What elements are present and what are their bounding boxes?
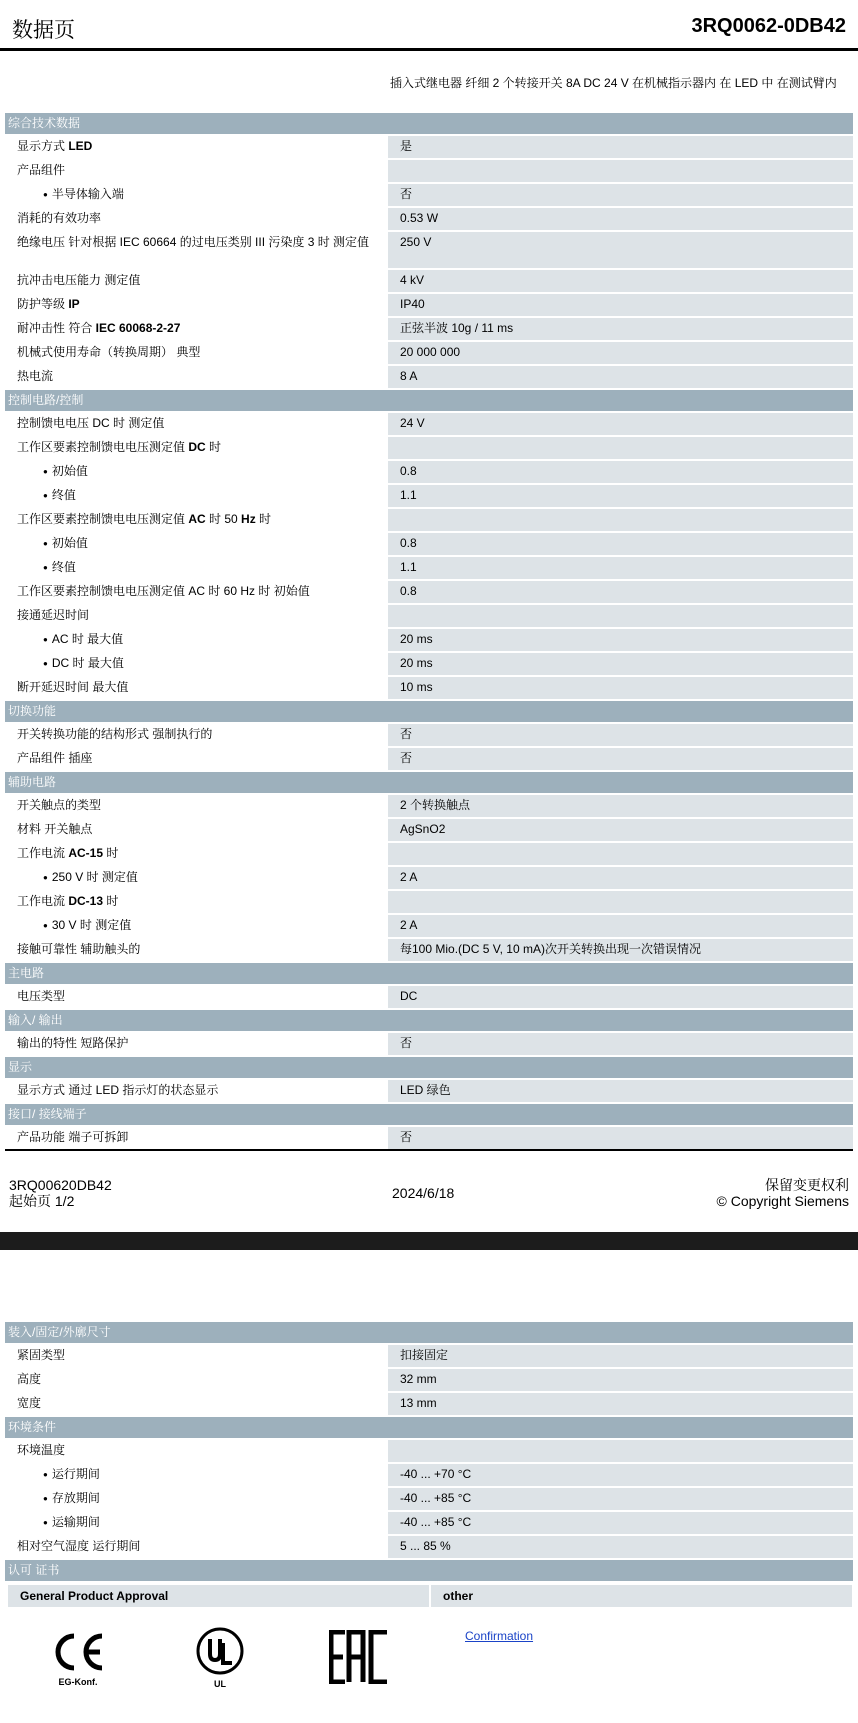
section-title: 主电路 [5,962,853,985]
spec-row [5,436,853,460]
spec-row [5,723,853,747]
section-header [5,700,853,723]
product-code: 3RQ0062-0DB42 [691,15,846,37]
spec-value: 0.8 [388,460,853,484]
section-header [5,389,853,412]
spec-label-text: 热电流 [17,369,54,383]
section-title: 认可 证书 [5,1559,853,1582]
spec-label-text: 绝缘电压 针对根据 IEC 60664 的过电压类别 III 污染度 3 时 测定值 [17,235,370,249]
spec-value: AgSnO2 [388,818,853,842]
spec-label-text: 断开延迟时间 最大值 [17,680,129,694]
spec-label-text: 工作区要素控制馈电电压测定值 AC 时 60 Hz 时 初始值 [17,584,310,598]
spec-table-page-1 [5,113,853,1151]
spec-row [5,1392,853,1416]
spec-label-text: ● DC 时 最大值 [43,656,124,670]
spec-label-text: ● 终值 [43,560,76,574]
footer-date: 2024/6/18 [392,1185,455,1201]
spec-row [5,269,853,293]
spec-value [388,1439,853,1463]
footer-copyright: © Copyright Siemens [716,1193,849,1209]
spec-sub-label [5,183,388,207]
spec-label-text: 接通延迟时间 [17,608,90,622]
spec-label-text: 环境温度 [17,1443,66,1457]
spec-label [5,818,388,842]
spec-value: 2 个转换触点 [388,794,853,818]
spec-value: DC [388,985,853,1009]
spec-value: 20 ms [388,628,853,652]
spec-row [5,508,853,532]
confirmation-link[interactable]: Confirmation [465,1629,534,1643]
spec-value: 扣接固定 [388,1344,853,1368]
spec-value: LED 绿色 [388,1079,853,1103]
spec-sub-label [5,460,388,484]
spec-label [5,412,388,436]
spec-value: 否 [388,723,853,747]
section-title: 环境条件 [5,1416,853,1439]
spec-label-text: 控制馈电电压 DC 时 测定值 [17,416,165,430]
spec-label [5,723,388,747]
spec-value: 1.1 [388,556,853,580]
spec-value: IP40 [388,293,853,317]
spec-row [5,604,853,628]
spec-label [5,1126,388,1150]
section-title: 输入/ 输出 [5,1009,853,1032]
spec-row [5,231,853,269]
spec-value: 20 ms [388,652,853,676]
section-title: 综合技术数据 [5,113,853,135]
section-title: 接口/ 接线端子 [5,1103,853,1126]
spec-label [5,269,388,293]
spec-row [5,1032,853,1056]
spec-label [5,207,388,231]
spec-row [5,1079,853,1103]
spec-row [5,1344,853,1368]
section-title: 切换功能 [5,700,853,723]
spec-sub-label [5,866,388,890]
spec-value: 否 [388,1126,853,1150]
section-header [5,1559,853,1582]
spec-row [5,412,853,436]
spec-label [5,508,388,532]
footer-rights: 保留变更权利 [765,1177,849,1193]
spec-row [5,317,853,341]
footer-left [9,1177,112,1209]
spec-label-text: 消耗的有效功率 [17,211,102,225]
spec-label [5,985,388,1009]
spec-label [5,1032,388,1056]
spec-value: 24 V [388,412,853,436]
spec-value: 250 V [388,231,853,269]
spec-label [5,747,388,771]
spec-label-text: ● AC 时 最大值 [43,632,123,646]
spec-label-text: 宽度 [17,1396,42,1410]
spec-row [5,580,853,604]
spec-value: 否 [388,747,853,771]
spec-row [5,866,853,890]
spec-sub-label [5,914,388,938]
spec-value: 是 [388,135,853,159]
spec-label [5,341,388,365]
spec-row [5,747,853,771]
spec-row [5,1126,853,1150]
page-separator [0,1232,858,1250]
spec-sub-label [5,532,388,556]
spec-row [5,207,853,231]
spec-row [5,532,853,556]
spec-row [5,1439,853,1463]
spec-value: 否 [388,1032,853,1056]
spec-value [388,508,853,532]
spec-label [5,1392,388,1416]
spec-row [5,1535,853,1559]
spec-value: 1.1 [388,484,853,508]
spec-label [5,604,388,628]
section-title: 装入/固定/外廓尺寸 [5,1322,853,1344]
spec-value [388,890,853,914]
spec-label [5,317,388,341]
spec-table-page-2 [5,1322,853,1583]
spec-label [5,1535,388,1559]
spec-value: 20 000 000 [388,341,853,365]
spec-label-text: 开关转换功能的结构形式 强制执行的 [17,727,213,741]
spec-row [5,135,853,159]
ce-mark-icon [44,1630,112,1687]
page-header [0,0,858,51]
spec-row [5,1463,853,1487]
spec-label-text: ● 存放期间 [43,1491,100,1505]
spec-label-text: ● 30 V 时 测定值 [43,918,131,932]
spec-label-text: 工作区要素控制馈电电压测定值 DC 时 [17,440,222,454]
spec-row [5,842,853,866]
spec-row [5,1368,853,1392]
spec-value: -40 ... +85 °C [388,1511,853,1535]
spec-value [388,842,853,866]
spec-row [5,938,853,962]
spec-label-text: ● 半导体输入端 [43,187,124,201]
spec-row [5,818,853,842]
eac-mark-icon [328,1630,390,1687]
spec-value: 5 ... 85 % [388,1535,853,1559]
spec-value [388,604,853,628]
spec-label-text: 抗冲击电压能力 测定值 [17,273,141,287]
spec-label-text: ● 运行期间 [43,1467,100,1481]
spec-value: 4 kV [388,269,853,293]
spec-label [5,1439,388,1463]
spec-sub-label [5,556,388,580]
spec-value: 32 mm [388,1368,853,1392]
spec-row [5,628,853,652]
section-title: 辅助电路 [5,771,853,794]
footer-page: 起始页 1/2 [9,1193,75,1209]
spec-label-text: 紧固类型 [17,1348,66,1362]
spec-row [5,890,853,914]
approval-col-other: other [443,1589,473,1603]
spec-label [5,365,388,389]
spec-label [5,159,388,183]
spec-row [5,985,853,1009]
spec-label [5,1344,388,1368]
section-header [5,113,853,135]
spec-value: 2 A [388,914,853,938]
spec-label-text: 显示方式 LED [17,139,93,153]
spec-label [5,1079,388,1103]
spec-label-text: ● 250 V 时 测定值 [43,870,138,884]
spec-row [5,460,853,484]
section-header [5,771,853,794]
section-header [5,1009,853,1032]
spec-row [5,159,853,183]
spec-label-text: 相对空气湿度 运行期间 [17,1539,141,1553]
spec-label-text: 显示方式 通过 LED 指示灯的状态显示 [17,1083,219,1097]
spec-label-text: 材料 开关触点 [17,822,93,836]
spec-label-text: 产品组件 [17,163,66,177]
spec-row [5,1511,853,1535]
spec-label [5,231,388,269]
spec-row [5,652,853,676]
section-title: 显示 [5,1056,853,1079]
spec-value: 否 [388,183,853,207]
spec-value: 正弦半波 10g / 11 ms [388,317,853,341]
footer-code: 3RQ00620DB42 [9,1177,112,1193]
spec-sub-label [5,628,388,652]
spec-label [5,938,388,962]
section-title: 控制电路/控制 [5,389,853,412]
spec-label-text: 工作电流 AC-15 时 [17,846,119,860]
spec-label-text: 产品组件 插座 [17,751,93,765]
spec-sub-label [5,484,388,508]
approval-header [8,1585,852,1607]
spec-row [5,1487,853,1511]
spec-label-text: ● 运输期间 [43,1515,100,1529]
spec-label-text: ● 初始值 [43,536,88,550]
spec-label-text: 工作电流 DC-13 时 [17,894,119,908]
spec-label-text: 工作区要素控制馈电电压测定值 AC 时 50 Hz 时 [17,512,272,526]
section-header [5,962,853,985]
spec-label-text: 产品功能 端子可拆卸 [17,1130,129,1144]
spec-label [5,135,388,159]
spec-sub-label [5,652,388,676]
ul-mark-icon [192,1626,248,1689]
spec-value: 0.8 [388,532,853,556]
spec-label-text: 电压类型 [17,989,66,1003]
spec-label [5,580,388,604]
spec-value: -40 ... +85 °C [388,1487,853,1511]
spec-label [5,436,388,460]
spec-label-text: 耐冲击性 符合 IEC 60068-2-27 [17,321,181,335]
product-description: 插入式继电器 纤细 2 个转接开关 8A DC 24 V 在机械指示器内 在 LED 中 在测试臂内 [390,76,837,90]
approval-col-general: General Product Approval [20,1589,169,1603]
datasheet-page-2 [0,1250,858,1723]
spec-label-text: ● 初始值 [43,464,88,478]
spec-label [5,676,388,700]
spec-sub-label [5,1487,388,1511]
spec-label-text: ● 终值 [43,488,76,502]
spec-value: 2 A [388,866,853,890]
spec-row [5,293,853,317]
spec-label [5,293,388,317]
spec-value: 10 ms [388,676,853,700]
spec-sub-label [5,1511,388,1535]
spec-label-text: 输出的特性 短路保护 [17,1036,129,1050]
spec-value: 8 A [388,365,853,389]
spec-value: 每100 Mio.(DC 5 V, 10 mA)次开关转换出现一次错误情况 [388,938,853,962]
spec-value [388,436,853,460]
spec-row [5,183,853,207]
spec-label-text: 接触可靠性 辅助触头的 [17,942,141,956]
spec-label [5,794,388,818]
spec-label [5,842,388,866]
spec-label [5,1368,388,1392]
ul-caption: UL [214,1679,226,1689]
spec-row [5,676,853,700]
spec-sub-label [5,1463,388,1487]
section-header [5,1103,853,1126]
section-header [5,1416,853,1439]
section-header [5,1322,853,1344]
spec-value: 13 mm [388,1392,853,1416]
spec-value: 0.53 W [388,207,853,231]
spec-value: 0.8 [388,580,853,604]
spec-row [5,914,853,938]
ce-caption: EG-Konf. [58,1677,98,1687]
spec-label-text: 开关触点的类型 [17,798,102,812]
spec-row [5,794,853,818]
spec-value: -40 ... +70 °C [388,1463,853,1487]
spec-row [5,556,853,580]
spec-value [388,159,853,183]
spec-label-text: 高度 [17,1372,42,1386]
spec-label-text: 防护等级 IP [17,297,80,311]
spec-row [5,365,853,389]
spec-row [5,484,853,508]
page-title: 数据页 [12,19,75,42]
footer-right [717,1177,849,1209]
spec-row [5,341,853,365]
section-header [5,1056,853,1079]
spec-label [5,890,388,914]
spec-label-text: 机械式使用寿命（转换周期） 典型 [17,345,201,359]
